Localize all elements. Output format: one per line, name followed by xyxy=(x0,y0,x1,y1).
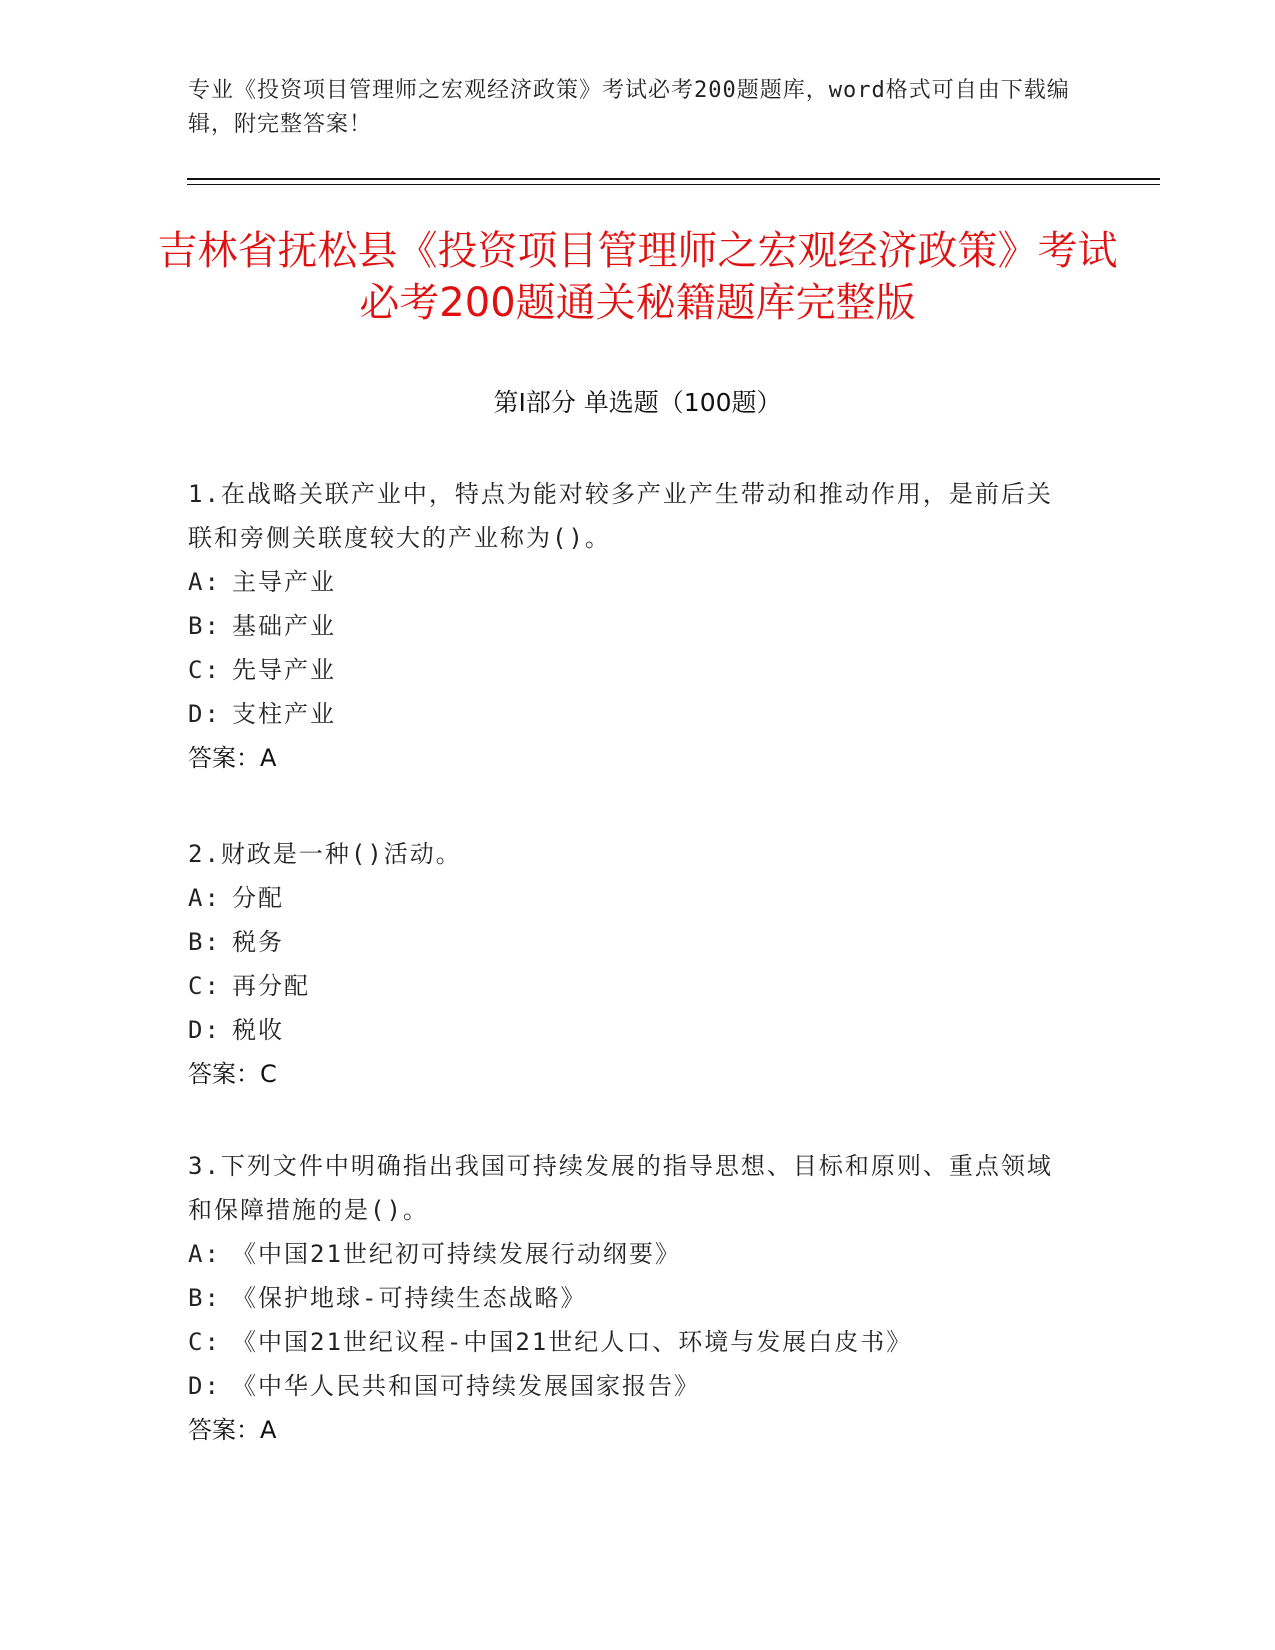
option-letter: A: xyxy=(188,568,221,596)
option-letter: C: xyxy=(188,656,221,684)
option-b xyxy=(188,1276,1068,1320)
option-letter: C: xyxy=(188,972,221,1000)
header-divider-thick xyxy=(187,178,1160,180)
option-letter: B: xyxy=(188,1284,221,1312)
option-text: 再分配 xyxy=(232,972,310,1000)
option-text: 主导产业 xyxy=(232,568,336,596)
question-1 xyxy=(188,472,1068,780)
option-b xyxy=(188,604,1068,648)
option-text: 支柱产业 xyxy=(232,700,336,728)
option-text: 《保护地球-可持续生态战略》 xyxy=(232,1284,587,1312)
option-letter: B: xyxy=(188,612,221,640)
option-text: 分配 xyxy=(232,884,284,912)
option-text: 《中华人民共和国可持续发展国家报告》 xyxy=(232,1372,700,1400)
question-stem: 3.下列文件中明确指出我国可持续发展的指导思想、目标和原则、重点领域和保障措施的是()。 xyxy=(188,1152,1053,1224)
option-c xyxy=(188,648,1068,692)
question-stem: 2.财政是一种()活动。 xyxy=(188,840,462,868)
option-text: 税务 xyxy=(232,928,284,956)
option-letter: D: xyxy=(188,1016,221,1044)
answer: 答案：A xyxy=(188,744,277,772)
question-stem: 1.在战略关联产业中，特点为能对较多产业产生带动和推动作用，是前后关联和旁侧关联度较大的产业称为()。 xyxy=(188,480,1053,552)
option-d xyxy=(188,692,1068,736)
option-d xyxy=(188,1364,1068,1408)
option-text: 税收 xyxy=(232,1016,284,1044)
option-text: 《中国21世纪议程-中国21世纪人口、环境与发展白皮书》 xyxy=(232,1328,913,1356)
option-a xyxy=(188,1232,1068,1276)
question-3 xyxy=(188,1144,1068,1452)
option-letter: D: xyxy=(188,1372,221,1400)
header-note: 专业《投资项目管理师之宏观经济政策》考试必考200题题库，word格式可自由下载编辑，附完整答案！ xyxy=(188,78,1070,137)
section-title: 第Ⅰ部分 单选题（100题） xyxy=(493,388,782,417)
header-divider-thin xyxy=(187,184,1160,185)
document-title: 吉林省抚松县《投资项目管理师之宏观经济政策》考试必考200题通关秘籍题库完整版 xyxy=(157,228,1118,326)
option-letter: B: xyxy=(188,928,221,956)
option-text: 基础产业 xyxy=(232,612,336,640)
option-a xyxy=(188,560,1068,604)
option-c xyxy=(188,1320,1068,1364)
option-text: 《中国21世纪初可持续发展行动纲要》 xyxy=(232,1240,681,1268)
answer: 答案：A xyxy=(188,1416,277,1444)
option-d xyxy=(188,1008,1068,1052)
option-a xyxy=(188,876,1068,920)
answer: 答案：C xyxy=(188,1060,277,1088)
option-c xyxy=(188,964,1068,1008)
option-text: 先导产业 xyxy=(232,656,336,684)
question-2 xyxy=(188,832,1068,1096)
option-letter: C: xyxy=(188,1328,221,1356)
option-letter: A: xyxy=(188,1240,221,1268)
option-b xyxy=(188,920,1068,964)
option-letter: D: xyxy=(188,700,221,728)
option-letter: A: xyxy=(188,884,221,912)
